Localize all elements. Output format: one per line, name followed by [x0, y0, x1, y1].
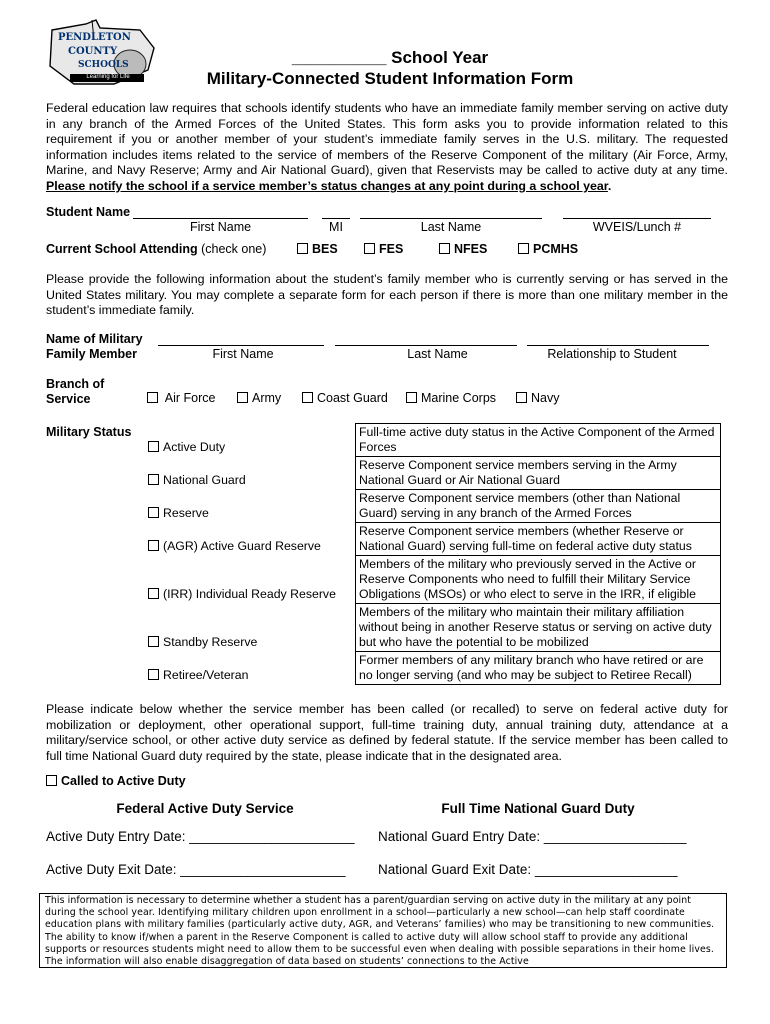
- checkbox-icon[interactable]: [46, 775, 57, 786]
- intro-text: Federal education law requires that schools identify students who have an immediate family member serving on active duty in any branch of the Armed Forces of the United States. This form asks you to provide information related to this requirement if you or another member of your student’s immediate family serves in the U.S. military. The requested information includes items related to the service of members of the Reserve Component of the military (Air Force, Army, Marine, and Navy Reserve; Army and Air National Guard), given that Reservists may be called to active duty at any time.: [46, 101, 728, 178]
- status-option-irr[interactable]: [145, 556, 356, 604]
- school-option-label: NFES: [454, 242, 488, 256]
- status-option-label: National Guard: [163, 472, 246, 487]
- current-school-label-text: Current School Attending: [46, 242, 198, 256]
- checkbox-icon[interactable]: [148, 540, 159, 551]
- branch-option-label: Navy: [531, 391, 560, 405]
- status-option-national-guard[interactable]: [145, 457, 356, 490]
- branch-option-army[interactable]: [237, 391, 281, 406]
- national-guard-exit-date-field[interactable]: National Guard Exit Date: ___________________: [378, 862, 678, 877]
- national-guard-entry-date-field[interactable]: National Guard Entry Date: ___________________: [378, 829, 687, 844]
- status-option-label: Reserve: [163, 505, 209, 520]
- status-description: Former members of any military branch who have retired or are no longer serving (and who may be subject to Retiree Recall): [356, 652, 721, 685]
- checkbox-icon[interactable]: [148, 669, 159, 680]
- family-intro-paragraph: Please provide the following information about the student’s family member who is currently serving or has served in the United States military. You may complete a separate form for each person if there is more than one military member in the student’s immediate family.: [46, 272, 728, 318]
- status-description: Members of the military who previously served in the Active or Reserve Components who need to fulfill their Military Service Obligations (MSOs) or who elect to serve in the IRR, if eligible: [356, 556, 721, 604]
- student-wveis-field[interactable]: [563, 218, 711, 219]
- status-option-retiree-veteran[interactable]: [145, 652, 356, 685]
- checkbox-icon[interactable]: [148, 636, 159, 647]
- status-description: Reserve Component service members (other than National Guard) serving in any branch of the Armed Forces: [356, 490, 721, 523]
- school-option-fes[interactable]: [364, 242, 403, 257]
- family-first-caption: First Name: [212, 347, 274, 361]
- family-relationship-caption: Relationship to Student: [547, 347, 677, 361]
- student-first-caption: First Name: [189, 220, 252, 234]
- checkbox-icon[interactable]: [516, 392, 527, 403]
- logo-line3: SCHOOLS: [78, 60, 129, 70]
- logo-tagline: Learning for Life: [86, 74, 130, 80]
- family-relationship-field[interactable]: [527, 345, 709, 346]
- family-label-line2: Family Member: [46, 347, 138, 361]
- student-first-name-field[interactable]: [133, 218, 308, 219]
- status-option-label: (IRR) Individual Ready Reserve: [163, 586, 336, 601]
- family-label-line1: Name of Military: [46, 332, 143, 346]
- branch-option-navy[interactable]: [516, 391, 559, 406]
- status-option-reserve[interactable]: [145, 490, 356, 523]
- district-logo: [44, 18, 162, 88]
- checkbox-icon[interactable]: [302, 392, 313, 403]
- form-title: Military-Connected Student Information Form: [206, 69, 574, 88]
- status-row-irr: [145, 556, 721, 604]
- called-intro-paragraph: Please indicate below whether the service member has been called (or recalled) to serve on federal active duty for mobilization or deployment, other operational support, full-time training duty, annual training duty, attendance at a military/service school, or other active duty service as defined by federal statute. If the service member has been called to full time National Guard duty required by the state, please indicate that in the designated area.: [46, 702, 728, 763]
- status-description: Members of the military who maintain their military affiliation without being in another Reserve status or serving on active duty but who have the potential to be mobilized: [356, 604, 721, 652]
- status-row-agr: [145, 523, 721, 556]
- checkbox-icon[interactable]: [297, 243, 308, 254]
- student-last-caption: Last Name: [420, 220, 482, 234]
- branch-label-line1: Branch of: [46, 377, 105, 391]
- student-name-label: Student Name: [46, 205, 131, 219]
- school-option-label: PCMHS: [533, 242, 579, 256]
- footer-notice-box: This information is necessary to determine whether a student has a parent/guardian serving on active duty in the military at any point during the school year. Identifying military children upon enrollment in a school—particularly a new school—can help staff coordinate education plans with military families (particularly active duty, AGR, and Veterans’ families) who may be transitioning to new communities. The ability to know if/when a parent in the Reserve Component is called to active duty will allow school staff to provide any additional supports or resources students might need to allow them to be successful even when dealing with possible separations in their home lives. The information will also enable disaggregation of data based on students’ connections to the Active: [39, 893, 727, 968]
- current-school-label: [46, 242, 266, 257]
- checkbox-icon[interactable]: [364, 243, 375, 254]
- status-row-reserve: [145, 490, 721, 523]
- school-option-pcmhs[interactable]: [518, 242, 578, 257]
- checkbox-icon[interactable]: [147, 392, 158, 403]
- branch-option-label: Marine Corps: [421, 391, 497, 405]
- called-to-active-duty-label: Called to Active Duty: [61, 774, 186, 788]
- school-year-title: __________ School Year: [291, 48, 489, 67]
- family-first-name-field[interactable]: [158, 345, 324, 346]
- active-duty-exit-date-field[interactable]: Active Duty Exit Date: ______________________: [46, 862, 346, 877]
- school-option-nfes[interactable]: [439, 242, 487, 257]
- student-mi-field[interactable]: [322, 218, 350, 219]
- checkbox-icon[interactable]: [148, 474, 159, 485]
- branch-option-label: Coast Guard: [317, 391, 388, 405]
- checkbox-icon[interactable]: [518, 243, 529, 254]
- guard-duty-heading: Full Time National Guard Duty: [441, 801, 635, 816]
- status-row-retiree-veteran: [145, 652, 721, 685]
- family-last-name-field[interactable]: [335, 345, 517, 346]
- checkbox-icon[interactable]: [148, 507, 159, 518]
- status-option-label: Retiree/Veteran: [163, 667, 249, 682]
- checkbox-icon[interactable]: [406, 392, 417, 403]
- status-row-national-guard: [145, 457, 721, 490]
- checkbox-icon[interactable]: [148, 441, 159, 452]
- logo-line2: COUNTY: [68, 46, 118, 57]
- branch-option-marine-corps[interactable]: [406, 391, 496, 406]
- current-school-hint: (check one): [201, 242, 267, 256]
- federal-duty-heading: Federal Active Duty Service: [116, 801, 294, 816]
- status-description: Reserve Component service members (whether Reserve or National Guard) serving full-time on federal active duty status: [356, 523, 721, 556]
- status-option-label: Standby Reserve: [163, 634, 258, 649]
- checkbox-icon[interactable]: [439, 243, 450, 254]
- branch-option-coast-guard[interactable]: [302, 391, 388, 406]
- logo-line1: PENDLETON: [58, 32, 131, 43]
- student-mi-caption: MI: [329, 220, 343, 234]
- branch-option-label: Army: [252, 391, 282, 405]
- status-description: Reserve Component service members serving in the Army National Guard or Air National Guard: [356, 457, 721, 490]
- status-option-label: (AGR) Active Guard Reserve: [163, 538, 321, 553]
- branch-label-line2: Service: [46, 392, 91, 406]
- intro-period: .: [607, 178, 612, 193]
- intro-paragraph: [46, 101, 728, 195]
- status-option-label: Active Duty: [163, 439, 226, 454]
- status-row-active-duty: [145, 424, 721, 457]
- school-option-label: FES: [379, 242, 404, 256]
- status-description: Full-time active duty status in the Active Component of the Armed Forces: [356, 424, 721, 457]
- school-option-label: BES: [312, 242, 338, 256]
- intro-notice: Please notify the school if a service member’s status changes at any point during a school year: [46, 178, 608, 193]
- school-option-bes[interactable]: [297, 242, 338, 257]
- status-option-active-duty[interactable]: [145, 424, 356, 457]
- status-option-standby-reserve[interactable]: [145, 604, 356, 652]
- family-last-caption: Last Name: [407, 347, 468, 361]
- student-last-name-field[interactable]: [360, 218, 542, 219]
- student-wveis-caption: WVEIS/Lunch #: [592, 220, 682, 234]
- checkbox-icon[interactable]: [237, 392, 248, 403]
- status-option-agr[interactable]: [145, 523, 356, 556]
- checkbox-icon[interactable]: [148, 588, 159, 599]
- called-to-active-duty-option[interactable]: [46, 774, 186, 789]
- military-status-label: Military Status: [46, 425, 132, 439]
- branch-option-label: Air Force: [164, 391, 216, 405]
- branch-option-air-force[interactable]: [147, 391, 216, 406]
- active-duty-entry-date-field[interactable]: Active Duty Entry Date: ______________________: [46, 829, 355, 844]
- military-status-table: [145, 423, 721, 685]
- status-row-standby-reserve: [145, 604, 721, 652]
